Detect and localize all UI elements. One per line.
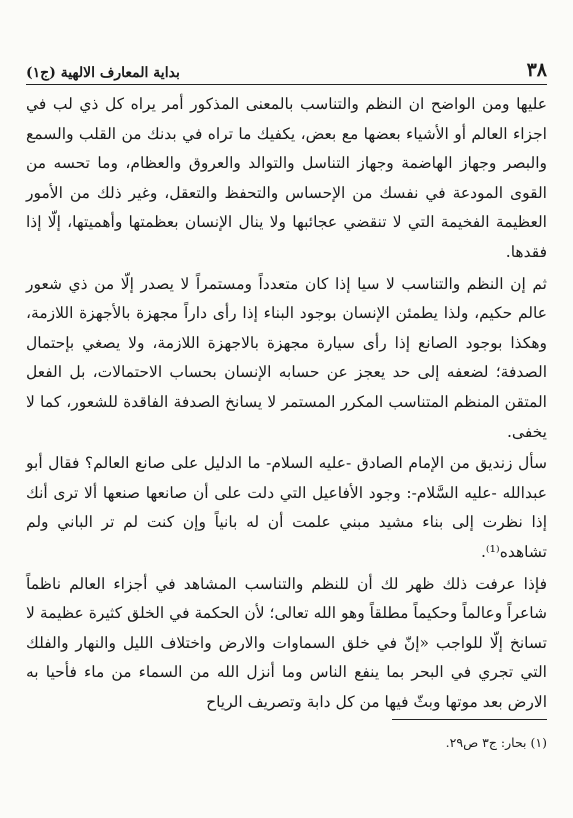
footnote-divider [392, 719, 547, 720]
page-number: ٣٨ [526, 59, 547, 81]
paragraph-4: فإذا عرفت ذلك ظهر لك أن للنظم والتناسب المشاهد في أجزاء العالم ناظماً شاعراً وعالماً وحكيماً مطلقاً وهو الله تعالى؛ لأن الحكمة في الخلق كثيرة عظيمة لا تسانخ إلّا للواجب «إنّ في خلق السماوات والارض واختلاف الليل والنهار والفلك التي تجري في البحر بما ينفع الناس وما أنزل الله من السماء من ماء فأحيا به الارض بعد موتها وبثّ فيها من كل دابة وتصريف الرياح [26, 574, 547, 711]
footnote: (١) بحار: ج٣ ص٢٩. [445, 735, 547, 750]
body-text [26, 90, 547, 717]
running-title: بداية المعارف الالهية (ج١) [26, 65, 180, 81]
paragraph-1: عليها ومن الواضح ان النظم والتناسب بالمعنى المذكور أمر يراه كل ذي لب في اجزاء العالم أو الأشياء بعضها مع بعض، يكفيك ما تراه في بدنك من القلب والسمع والبصر وجهاز الهاضمة وجهاز التناسل والتوالد والعروق والعظام، وما تحسه من القوى المودعة في نفسك من الإحساس والتحفظ والتعقل، وغير ذلك من الأمور العظيمة الفخيمة التي لا تنقضي عجائبها ولا ينال الإنسان بعظمتها وأهميتها، إلّا إذا فقدها. [26, 95, 547, 261]
paragraph-3: سأل زنديق من الإمام الصادق -عليه السلام- ما الدليل على صانع العالم؟ فقال أبو عبدالله -عليه السَّلام-: وجود الأفاعيل التي دلت على أن صانعها صنعها ألا ترى أنك إذا نظرت إلى بناء مشيد مبني علمت أن له بانياً وإن كنت لم تر الباني ولم تشاهده⁽¹⁾. [26, 454, 547, 561]
paragraph-2: ثم إن النظم والتناسب لا سيا إذا كان متعدداً ومستمراً لا يصدر إلّا من ذي شعور عالم حكيم، ولذا يطمئن الإنسان بوجود البناء إذا رأى داراً مجهزة بالأجهزة اللازمة، وهكذا بوجود الصانع إذا رأى سيارة مجهزة بالاجهزة اللازمة، ولا يصغي بإحتمال الصدفة؛ لضعفه إلى حد يعجز عن حسابه الإنسان بحساب الاحتمالات، بل الفعل المتقن المنظم المتناسب المكرر المستمر لا يسانخ الصدفة الفاقدة للشعور، كما لا يخفى. [26, 274, 547, 441]
page-header [26, 52, 547, 85]
